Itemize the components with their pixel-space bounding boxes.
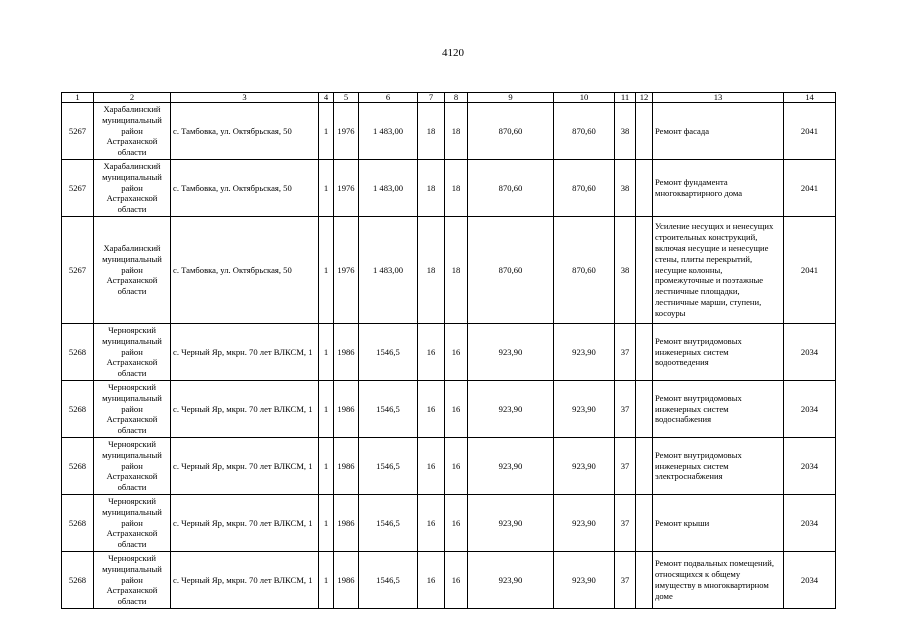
- col4-cell: 1: [319, 103, 334, 160]
- col4-cell: 1: [319, 324, 334, 381]
- year-cell: 1986: [334, 438, 359, 495]
- column-header: 6: [359, 93, 418, 103]
- col12-cell: [636, 438, 653, 495]
- area-cell: 1546,5: [359, 495, 418, 552]
- col8-cell: 16: [445, 552, 468, 609]
- area-cell: 1 483,00: [359, 103, 418, 160]
- col7-cell: 16: [418, 381, 445, 438]
- plan-year-cell: 2034: [784, 552, 836, 609]
- col4-cell: 1: [319, 381, 334, 438]
- column-header: 2: [94, 93, 171, 103]
- col11-cell: 38: [615, 217, 636, 324]
- house-id-cell: 5268: [62, 324, 94, 381]
- address-cell: с. Тамбовка, ул. Октябрьская, 50: [171, 217, 319, 324]
- plan-year-cell: 2034: [784, 381, 836, 438]
- address-cell: с. Черный Яр, мкрн. 70 лет ВЛКСМ, 1: [171, 438, 319, 495]
- column-header: 9: [468, 93, 554, 103]
- address-cell: с. Тамбовка, ул. Октябрьская, 50: [171, 103, 319, 160]
- plan-year-cell: 2034: [784, 324, 836, 381]
- work-type-cell: Ремонт внутридомовых инженерных систем водоснабжения: [653, 381, 784, 438]
- col7-cell: 16: [418, 495, 445, 552]
- col4-cell: 1: [319, 552, 334, 609]
- work-type-cell: Ремонт подвальных помещений, относящихся к общему имуществу в многоквартирном доме: [653, 552, 784, 609]
- col9-cell: 870,60: [468, 160, 554, 217]
- column-header: 7: [418, 93, 445, 103]
- col10-cell: 870,60: [554, 160, 615, 217]
- col10-cell: 870,60: [554, 217, 615, 324]
- region-cell: Черноярский муниципальный район Астраханской области: [94, 438, 171, 495]
- address-cell: с. Черный Яр, мкрн. 70 лет ВЛКСМ, 1: [171, 324, 319, 381]
- col4-cell: 1: [319, 495, 334, 552]
- col7-cell: 18: [418, 217, 445, 324]
- area-cell: 1546,5: [359, 324, 418, 381]
- col10-cell: 923,90: [554, 552, 615, 609]
- region-cell: Черноярский муниципальный район Астраханской области: [94, 552, 171, 609]
- area-cell: 1 483,00: [359, 217, 418, 324]
- col4-cell: 1: [319, 217, 334, 324]
- work-type-cell: Ремонт крыши: [653, 495, 784, 552]
- plan-year-cell: 2041: [784, 217, 836, 324]
- house-id-cell: 5267: [62, 217, 94, 324]
- col11-cell: 37: [615, 438, 636, 495]
- work-type-cell: Ремонт внутридомовых инженерных систем водоотведения: [653, 324, 784, 381]
- col7-cell: 16: [418, 552, 445, 609]
- col11-cell: 37: [615, 381, 636, 438]
- col12-cell: [636, 552, 653, 609]
- col8-cell: 16: [445, 495, 468, 552]
- year-cell: 1986: [334, 324, 359, 381]
- table-row: [62, 160, 836, 217]
- col12-cell: [636, 381, 653, 438]
- address-cell: с. Черный Яр, мкрн. 70 лет ВЛКСМ, 1: [171, 381, 319, 438]
- capital-repair-register-table: [61, 92, 836, 609]
- table-row: [62, 324, 836, 381]
- year-cell: 1976: [334, 160, 359, 217]
- col9-cell: 923,90: [468, 381, 554, 438]
- column-header: 11: [615, 93, 636, 103]
- table-row: [62, 495, 836, 552]
- col11-cell: 37: [615, 552, 636, 609]
- col9-cell: 870,60: [468, 103, 554, 160]
- col8-cell: 18: [445, 160, 468, 217]
- col9-cell: 923,90: [468, 324, 554, 381]
- house-id-cell: 5268: [62, 438, 94, 495]
- column-number-header-row: [62, 93, 836, 103]
- area-cell: 1546,5: [359, 438, 418, 495]
- column-header: 4: [319, 93, 334, 103]
- plan-year-cell: 2041: [784, 103, 836, 160]
- col8-cell: 18: [445, 103, 468, 160]
- col12-cell: [636, 160, 653, 217]
- column-header: 3: [171, 93, 319, 103]
- col11-cell: 37: [615, 324, 636, 381]
- col7-cell: 16: [418, 324, 445, 381]
- col8-cell: 18: [445, 217, 468, 324]
- column-header: 12: [636, 93, 653, 103]
- col11-cell: 38: [615, 103, 636, 160]
- table-row: [62, 438, 836, 495]
- col10-cell: 923,90: [554, 438, 615, 495]
- year-cell: 1986: [334, 495, 359, 552]
- col11-cell: 38: [615, 160, 636, 217]
- page-number: 4120: [442, 47, 464, 59]
- col12-cell: [636, 324, 653, 381]
- table-row: [62, 381, 836, 438]
- address-cell: с. Тамбовка, ул. Октябрьская, 50: [171, 160, 319, 217]
- house-id-cell: 5268: [62, 381, 94, 438]
- col9-cell: 870,60: [468, 217, 554, 324]
- house-id-cell: 5267: [62, 103, 94, 160]
- col12-cell: [636, 495, 653, 552]
- region-cell: Харабалинский муниципальный район Астраханской области: [94, 103, 171, 160]
- column-header: 13: [653, 93, 784, 103]
- col7-cell: 18: [418, 160, 445, 217]
- plan-year-cell: 2034: [784, 495, 836, 552]
- work-type-cell: Усиление несущих и ненесущих строительных конструкций, включая несущие и ненесущие стены, плиты перекрытий, несущие колонны, промежуточные и поэтажные лестничные площадки, лестничные марши, ступени, косоуры: [653, 217, 784, 324]
- col4-cell: 1: [319, 160, 334, 217]
- col4-cell: 1: [319, 438, 334, 495]
- table-row: [62, 552, 836, 609]
- work-type-cell: Ремонт фундамента многоквартирного дома: [653, 160, 784, 217]
- table-row: [62, 103, 836, 160]
- col10-cell: 923,90: [554, 495, 615, 552]
- plan-year-cell: 2034: [784, 438, 836, 495]
- col12-cell: [636, 103, 653, 160]
- work-type-cell: Ремонт внутридомовых инженерных систем электроснабжения: [653, 438, 784, 495]
- plan-year-cell: 2041: [784, 160, 836, 217]
- region-cell: Черноярский муниципальный район Астраханской области: [94, 495, 171, 552]
- col10-cell: 870,60: [554, 103, 615, 160]
- region-cell: Харабалинский муниципальный район Астраханской области: [94, 160, 171, 217]
- area-cell: 1546,5: [359, 381, 418, 438]
- col8-cell: 16: [445, 438, 468, 495]
- house-id-cell: 5267: [62, 160, 94, 217]
- col9-cell: 923,90: [468, 552, 554, 609]
- column-header: 8: [445, 93, 468, 103]
- address-cell: с. Черный Яр, мкрн. 70 лет ВЛКСМ, 1: [171, 495, 319, 552]
- col12-cell: [636, 217, 653, 324]
- region-cell: Черноярский муниципальный район Астраханской области: [94, 381, 171, 438]
- col11-cell: 37: [615, 495, 636, 552]
- col9-cell: 923,90: [468, 438, 554, 495]
- col8-cell: 16: [445, 381, 468, 438]
- address-cell: с. Черный Яр, мкрн. 70 лет ВЛКСМ, 1: [171, 552, 319, 609]
- col7-cell: 18: [418, 103, 445, 160]
- table-row: [62, 217, 836, 324]
- col9-cell: 923,90: [468, 495, 554, 552]
- col7-cell: 16: [418, 438, 445, 495]
- area-cell: 1546,5: [359, 552, 418, 609]
- work-type-cell: Ремонт фасада: [653, 103, 784, 160]
- region-cell: Харабалинский муниципальный район Астраханской области: [94, 217, 171, 324]
- year-cell: 1976: [334, 103, 359, 160]
- year-cell: 1986: [334, 552, 359, 609]
- year-cell: 1976: [334, 217, 359, 324]
- column-header: 1: [62, 93, 94, 103]
- col10-cell: 923,90: [554, 381, 615, 438]
- column-header: 5: [334, 93, 359, 103]
- col8-cell: 16: [445, 324, 468, 381]
- area-cell: 1 483,00: [359, 160, 418, 217]
- region-cell: Черноярский муниципальный район Астраханской области: [94, 324, 171, 381]
- house-id-cell: 5268: [62, 495, 94, 552]
- column-header: 14: [784, 93, 836, 103]
- year-cell: 1986: [334, 381, 359, 438]
- column-header: 10: [554, 93, 615, 103]
- col10-cell: 923,90: [554, 324, 615, 381]
- house-id-cell: 5268: [62, 552, 94, 609]
